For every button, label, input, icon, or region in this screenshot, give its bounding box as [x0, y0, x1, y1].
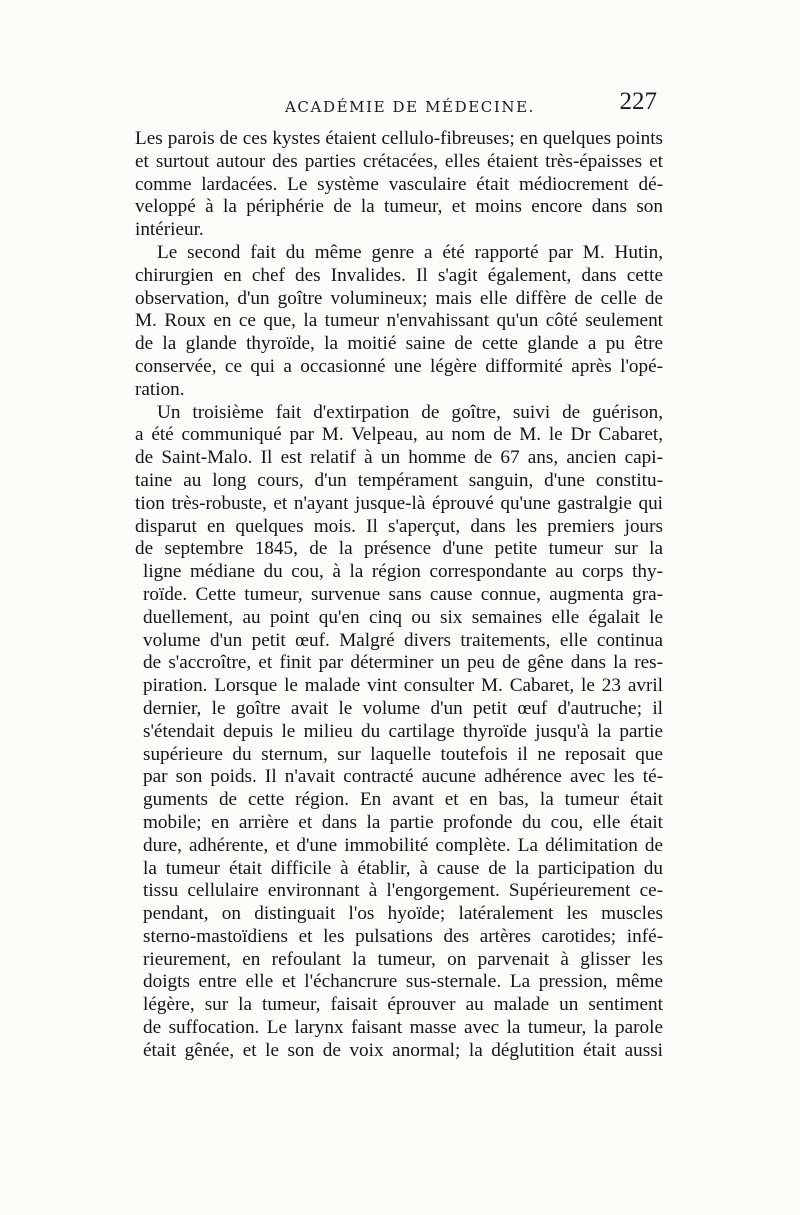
text-line: par son poids. Il n'avait contracté aucune adhérence avec les té-: [143, 766, 663, 788]
text-line: tissu cellulaire environnant à l'engorgement. Supérieurement ce-: [143, 880, 663, 902]
text-line: a été communiqué par M. Velpeau, au nom de M. le Dr Cabaret,: [135, 424, 663, 446]
text-line: M. Roux en ce que, la tumeur n'envahissant qu'un côté seulement: [135, 310, 663, 332]
text-line: Les parois de ces kystes étaient cellulo-fibreuses; en quelques points: [135, 128, 663, 149]
text-line: taine au long cours, d'un tempérament sanguin, d'une constitu-: [135, 469, 663, 491]
text-line: roïde. Cette tumeur, survenue sans cause connue, augmenta gra-: [143, 583, 663, 605]
text-line: Un troisième fait d'extirpation de goître, suivi de guérison,: [157, 401, 663, 423]
text-line: veloppé à la périphérie de la tumeur, et moins encore dans son: [135, 196, 663, 218]
text-line: doigts entre elle et l'échancrure sus-sternale. La pression, même: [143, 971, 663, 993]
text-line: observation, d'un goître volumineux; mais elle diffère de celle de: [135, 287, 663, 309]
text-line: de septembre 1845, de la présence d'une petite tumeur sur la: [135, 538, 663, 560]
text-line: intérieur.: [135, 219, 204, 241]
text-line: ration.: [135, 378, 185, 400]
text-line: pendant, on distinguait l'os hyoïde; latéralement les muscles: [143, 903, 663, 925]
text-line: et surtout autour des parties crétacées, elles étaient très-épaisses et: [135, 150, 663, 172]
text-line: tion très-robuste, et n'ayant jusque-là éprouvé qu'une gastralgie qui: [135, 492, 663, 514]
text-line: piration. Lorsque le malade vint consulter M. Cabaret, le 23 avril: [143, 675, 663, 697]
text-line: dure, adhérente, et d'une immobilité complète. La délimitation de: [143, 834, 663, 856]
text-line: duellement, au point qu'en cinq ou six semaines elle égalait le: [143, 606, 663, 628]
text-line: mobile; en arrière et dans la partie profonde du cou, elle était: [143, 811, 663, 833]
text-line: de suffocation. Le larynx faisant masse avec la tumeur, la parole: [143, 1017, 663, 1039]
running-title: ACADÉMIE DE MÉDECINE.: [285, 98, 535, 116]
text-line: sterno-mastoïdiens et les pulsations des artères carotides; infé-: [143, 925, 663, 947]
text-line: Le second fait du même genre a été rapporté par M. Hutin,: [157, 241, 663, 263]
body-text: [135, 128, 663, 1063]
text-line: était gênée, et le son de voix anormal; la déglutition était aussi: [143, 1039, 663, 1061]
text-line: de s'accroître, et finit par déterminer un peu de gêne dans la res-: [143, 652, 663, 674]
text-line: conservée, ce qui a occasionné une légère difformité après l'opé-: [135, 355, 663, 377]
text-line: s'étendait depuis le milieu du cartilage thyroïde jusqu'à la partie: [143, 720, 663, 742]
text-line: ligne médiane du cou, à la région correspondante au corps thy-: [143, 561, 663, 583]
text-line: la tumeur était difficile à établir, à cause de la participation du: [143, 857, 663, 879]
text-line: dernier, le goître avait le volume d'un petit œuf d'autruche; il: [143, 697, 663, 719]
text-line: disparut en quelques mois. Il s'aperçut, dans les premiers jours: [135, 515, 663, 537]
text-line: chirurgien en chef des Invalides. Il s'agit également, dans cette: [135, 264, 663, 286]
text-line: supérieure du sternum, sur laquelle toutefois il ne reposait que: [143, 743, 663, 765]
text-line: de Saint-Malo. Il est relatif à un homme de 67 ans, ancien capi-: [135, 447, 663, 469]
text-line: volume d'un petit œuf. Malgré divers traitements, elle continua: [143, 629, 663, 651]
text-line: légère, sur la tumeur, faisait éprouver au malade un sentiment: [143, 994, 663, 1016]
text-line: guments de cette région. En avant et en bas, la tumeur était: [143, 789, 663, 811]
page-header: [135, 88, 663, 122]
text-line: comme lardacées. Le système vasculaire était médiocrement dé-: [135, 173, 663, 195]
text-line: rieurement, en refoulant la tumeur, on parvenait à glisser les: [143, 948, 663, 970]
page-number: 227: [619, 88, 657, 115]
text-line: de la glande thyroïde, la moitié saine de cette glande a pu être: [135, 333, 663, 355]
